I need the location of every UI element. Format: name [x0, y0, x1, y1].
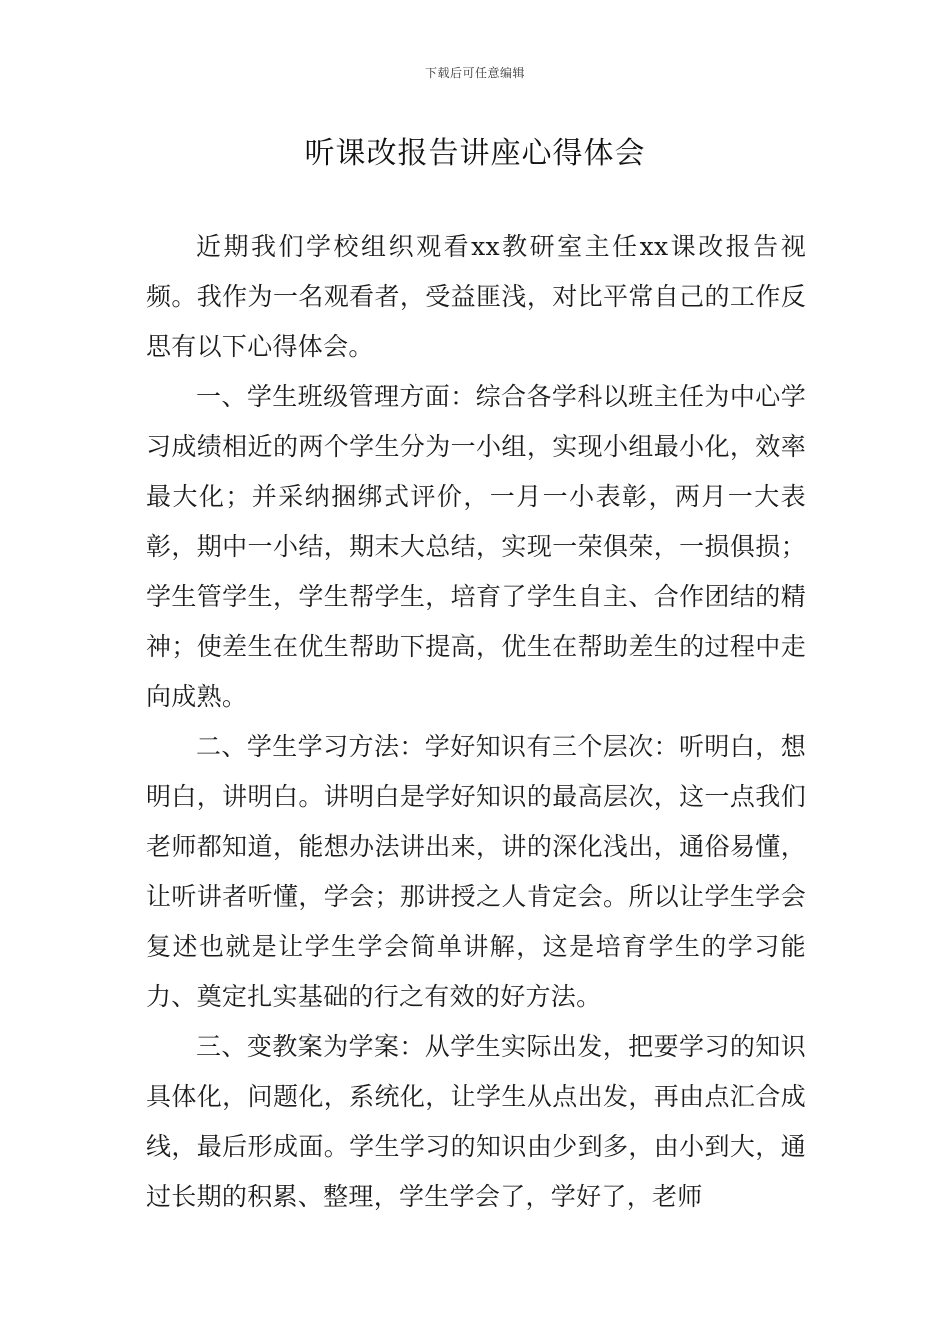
document-body: [146, 222, 806, 1222]
paragraph-intro: 近期我们学校组织观看xx教研室主任xx课改报告视频。我作为一名观看者，受益匪浅，对比平常自己的工作反思有以下心得体会。: [146, 232, 806, 361]
header-note: 下载后可任意编辑: [424, 66, 525, 80]
document-title: 听课改报告讲座心得体会: [304, 136, 646, 171]
paragraph-study-plan: 三、变教案为学案：从学生实际出发，把要学习的知识具体化，问题化，系统化，让学生从点出发，再由点汇合成线，最后形成面。学生学习的知识由少到多，由小到大，通过长期的积累、整理，学生学会了，学好了，老师: [146, 1032, 806, 1211]
paragraph-class-management: 一、学生班级管理方面：综合各学科以班主任为中心学习成绩相近的两个学生分为一小组，实现小组最小化，效率最大化；并采纳捆绑式评价，一月一小表彰，两月一大表彰，期中一小结，期末大总结，实现一荣俱荣，一损俱损；学生管学生，学生帮学生，培育了学生自主、合作团结的精神；使差生在优生帮助下提高，优生在帮助差生的过程中走向成熟。: [146, 382, 806, 711]
paragraph-learning-method: 二、学生学习方法：学好知识有三个层次：听明白，想明白，讲明白。讲明白是学好知识的最高层次，这一点我们老师都知道，能想办法讲出来，讲的深化浅出，通俗易懂，让听讲者听懂，学会；那讲授之人肯定会。所以让学生学会复述也就是让学生学会简单讲解，这是培育学生的学习能力、奠定扎实基础的行之有效的好方法。: [146, 732, 806, 1011]
